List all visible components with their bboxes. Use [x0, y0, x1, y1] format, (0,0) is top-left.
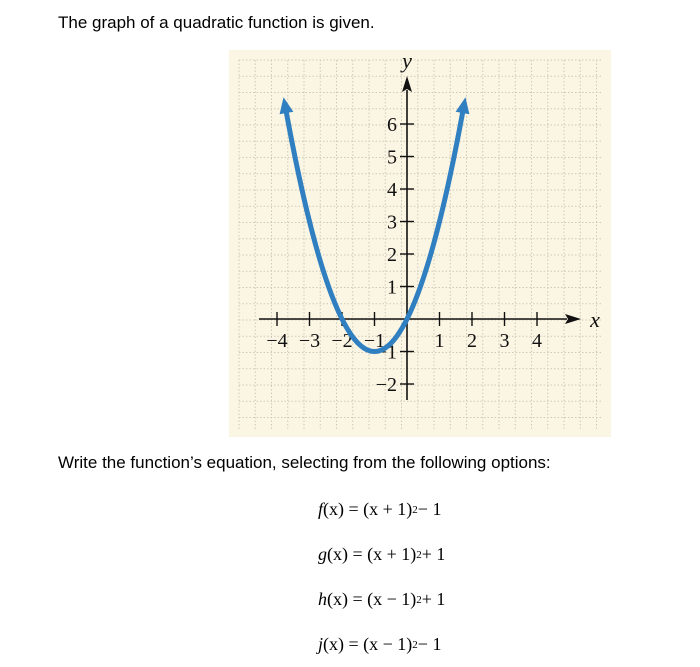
prompt-text: Write the function’s equation, selecting from the following options:: [58, 453, 551, 472]
x-tick-label: −3: [298, 330, 321, 352]
x-tick-label: 4: [532, 330, 542, 352]
option-f[interactable]: f (x) = (x + 1) 2 − 1: [318, 499, 442, 519]
y-tick-label: −1: [375, 341, 397, 364]
y-axis-label: y: [402, 50, 412, 73]
y-tick-label: 4: [387, 179, 397, 201]
x-tick-label: −1: [363, 330, 386, 352]
x-tick-label: 1: [434, 330, 445, 352]
x-tick-label: −4: [266, 330, 288, 352]
option-tail: − 1: [417, 499, 442, 519]
x-tick-label: 2: [467, 330, 477, 352]
y-tick-label: 3: [387, 211, 397, 234]
option-name: j: [318, 634, 324, 654]
x-tick-label: 3: [499, 330, 510, 352]
option-name: h: [318, 589, 327, 609]
option-body: (x) = (x + 1): [323, 499, 413, 519]
y-tick-label: 1: [387, 276, 397, 299]
option-j[interactable]: j (x) = (x − 1) 2 − 1: [318, 634, 442, 654]
option-body: (x) = (x + 1): [327, 544, 417, 564]
option-tail: + 1: [421, 544, 446, 564]
option-body: (x) = (x − 1): [323, 634, 413, 654]
y-tick-label: 2: [387, 244, 397, 266]
y-tick-label: 5: [387, 146, 397, 169]
option-g[interactable]: g (x) = (x + 1) 2 + 1: [318, 544, 446, 564]
y-tick-label: −2: [375, 374, 397, 396]
option-body: (x) = (x − 1): [327, 589, 417, 609]
option-h[interactable]: h (x) = (x − 1) 2 + 1: [318, 589, 446, 609]
x-tick-label: −2: [331, 330, 353, 352]
y-tick-label: 6: [387, 114, 397, 136]
option-name: f: [318, 499, 324, 519]
intro-text: The graph of a quadratic function is given.: [58, 13, 375, 32]
parabola-graph: [229, 50, 611, 437]
option-tail: + 1: [421, 589, 446, 609]
x-axis-label: x: [590, 307, 600, 332]
answer-options: [318, 487, 578, 667]
option-tail: − 1: [417, 634, 442, 654]
option-name: g: [318, 544, 327, 564]
